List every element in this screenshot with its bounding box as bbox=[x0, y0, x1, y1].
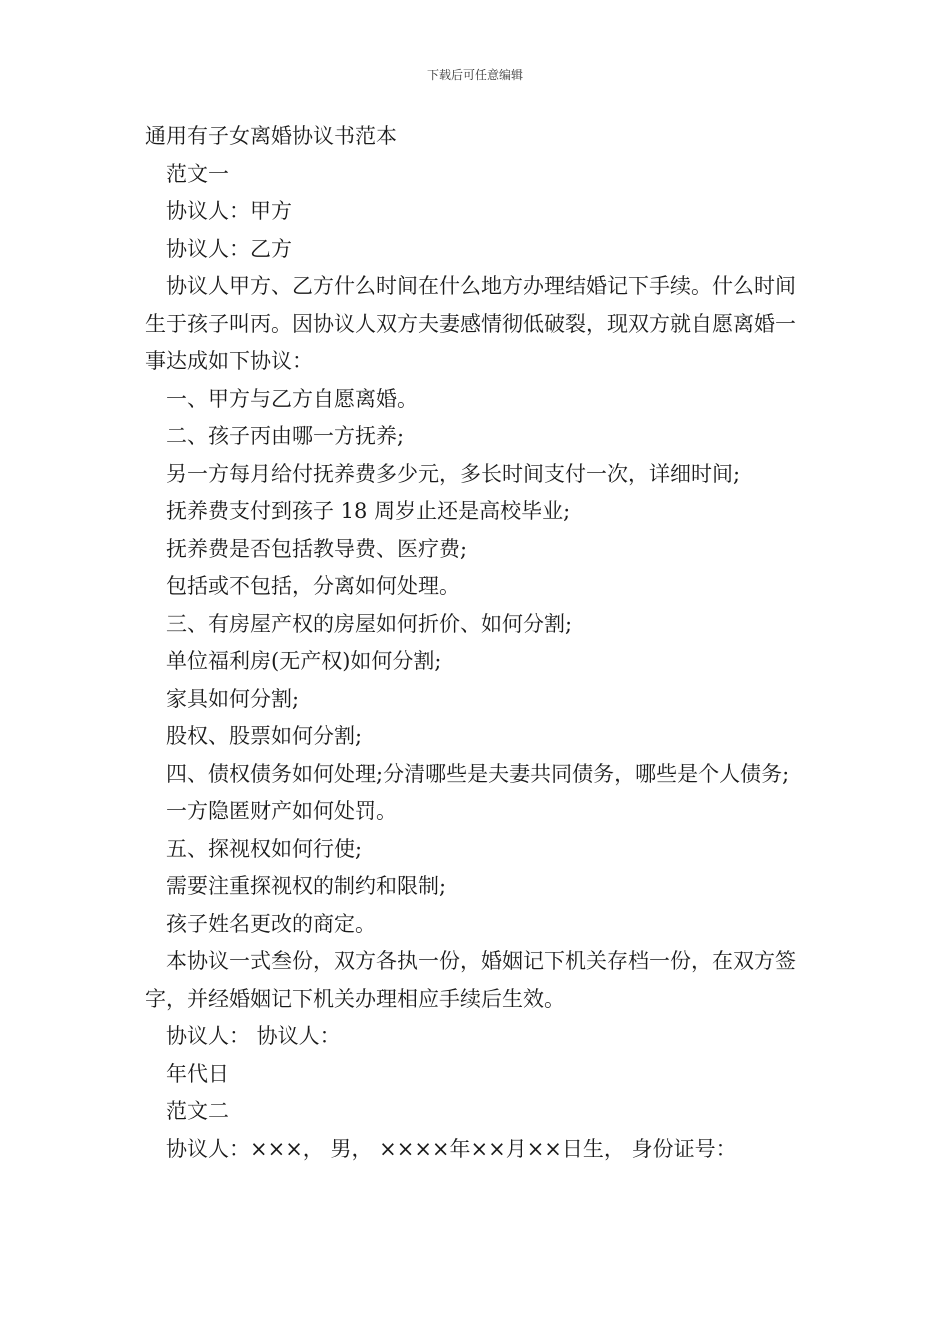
text-line: 协议人：×××， 男， ××××年××月××日生， 身份证号： bbox=[166, 1136, 737, 1161]
text-line: 一方隐匿财产如何处罚。 bbox=[166, 799, 397, 823]
text-line: 抚养费是否包括教导费、医疗费; bbox=[166, 536, 468, 561]
text-line: 单位福利房(无产权)如何分割; bbox=[166, 649, 442, 673]
text-line: 范文一 bbox=[166, 161, 229, 186]
text-line: 范文二 bbox=[166, 1099, 229, 1123]
text-line: 需要注重探视权的制约和限制; bbox=[166, 874, 447, 898]
text-line: 协议人：乙方 bbox=[166, 236, 292, 261]
text-line: 年代日 bbox=[166, 1061, 229, 1086]
text-line: 五、探视权如何行使; bbox=[166, 836, 363, 861]
document-lines bbox=[145, 156, 810, 1169]
page-header: 下载后可任意编辑 bbox=[426, 68, 523, 82]
document-title: 通用有子女离婚协议书范本 bbox=[145, 124, 397, 148]
paragraph: 协议人甲方、乙方什么时间在什么地方办理结婚记下手续。什么时间生于孩子叫丙。因协议人双方夫妻感情彻低破裂，现双方就自愿离婚一事达成如下协议： bbox=[145, 274, 796, 373]
text-line: 协议人： 协议人： bbox=[166, 1024, 341, 1048]
text-line: 一、甲方与乙方自愿离婚。 bbox=[166, 386, 418, 411]
paragraph: 四、债权债务如何处理;分清哪些是夫妻共同债务，哪些是个人债务; bbox=[166, 761, 790, 786]
text-line: 三、有房屋产权的房屋如何折价、如何分割; bbox=[166, 611, 573, 636]
text-line: 孩子姓名更改的商定。 bbox=[166, 911, 376, 936]
text-line: 抚养费支付到孩子 18 周岁止还是高校毕业; bbox=[166, 499, 571, 523]
paragraph: 本协议一式叁份，双方各执一份，婚姻记下机关存档一份，在双方签字，并经婚姻记下机关办理相应手续后生效。 bbox=[145, 949, 796, 1011]
text-line: 股权、股票如何分割; bbox=[166, 724, 363, 748]
text-line: 协议人：甲方 bbox=[166, 199, 292, 223]
text-line: 家具如何分割; bbox=[166, 686, 300, 711]
text-line: 另一方每月给付抚养费多少元，多长时间支付一次，详细时间; bbox=[166, 461, 741, 486]
document-body bbox=[145, 118, 810, 1168]
text-line: 二、孩子丙由哪一方抚养; bbox=[166, 424, 405, 448]
text-line: 包括或不包括，分离如何处理。 bbox=[166, 574, 460, 598]
